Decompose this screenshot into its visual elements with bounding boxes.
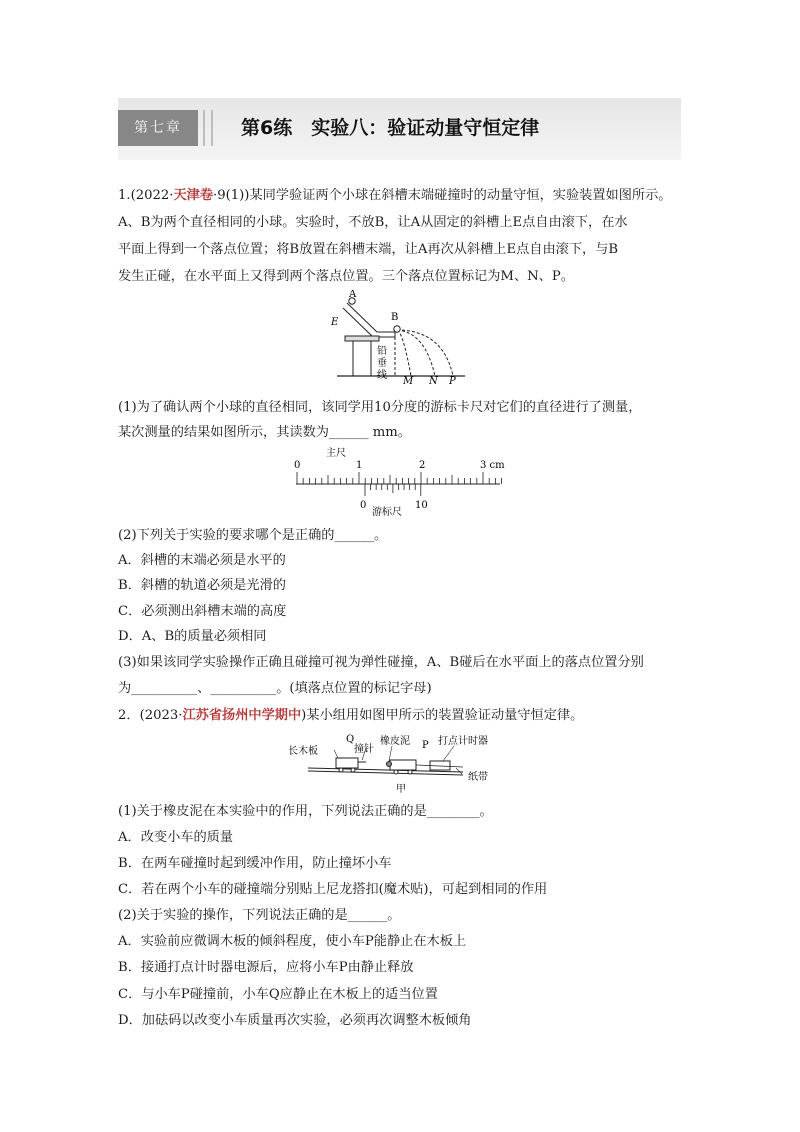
plumb-label-1: 铅	[377, 346, 387, 357]
putty	[387, 762, 392, 767]
q1-suffix: ·9(1))	[213, 188, 250, 203]
q2-s1-option-a: A．改变小车的质量	[118, 830, 234, 845]
page-title: 第6练 实验八：验证动量守恒定律	[241, 117, 540, 139]
caliper-figure	[290, 446, 510, 518]
chapter-header	[118, 98, 681, 160]
cart-q-wheel-1	[339, 768, 343, 772]
q1-line-4: 发生正碰，在水平面上又得到两个落点位置。三个落点位置标记为M、N、P。	[118, 269, 574, 284]
q1-prefix: 1.(2022·	[118, 188, 174, 203]
q1-stem-1: 某同学验证两个小球在斜槽末端碰撞时的动量守恒，实验装置如图所示。	[249, 188, 672, 203]
vernier-tick-10: 10	[415, 500, 428, 511]
leader-tape	[456, 768, 462, 774]
trajectory-p	[397, 330, 453, 376]
q1-s1-line-1: (1)为了确认两个小球的直径相同，该同学用10分度的游标卡尺对它们的直径进行了测量，	[118, 400, 642, 415]
figure-caption: 甲	[396, 784, 406, 795]
cart-p-body	[390, 760, 416, 770]
label-e: E	[331, 317, 339, 328]
leader-putty	[389, 746, 392, 761]
q1-line-1	[118, 186, 688, 206]
q2-s2-option-c: C．与小车P碰撞前，小车Q应静止在木板上的适当位置	[118, 987, 438, 1002]
main-tick-2: 2	[419, 460, 426, 471]
cart-q-wheel-2	[351, 768, 355, 772]
q2-s1: (1)关于橡皮泥在本实验中的作用，下列说法正确的是________。	[118, 804, 493, 819]
q1-s2-option-d: D．A、B的质量必须相同	[118, 629, 267, 644]
header-divider	[203, 110, 213, 146]
q2-s2-option-b: B．接通打点计时器电源后，应将小车P由静止释放	[118, 960, 414, 975]
vernier-tick-0: 0	[360, 500, 367, 511]
q2-stem: )某小组用如图甲所示的装置验证动量守恒定律。	[301, 708, 584, 723]
label-board: 长木板	[288, 746, 318, 757]
plumb-label-3: 线	[377, 370, 387, 381]
q1-s3-line-1: (3)如果该同学实验操作正确且碰撞可视为弹性碰撞，A、B碰后在水平面上的落点位置分别	[118, 655, 644, 670]
q1-line-3: 平面上得到一个落点位置；将B放置在斜槽末端，让A再次从斜槽上E点自由滚下，与B	[118, 242, 619, 257]
q2-line-1	[118, 706, 688, 726]
leader-timer	[443, 746, 454, 761]
table-top	[345, 336, 379, 341]
chapter-badge: 第七章	[118, 110, 198, 146]
q2-s1-option-c: C．若在两个小车的碰撞端分别贴上尼龙搭扣(魔术贴)，可起到相同的作用	[118, 882, 548, 897]
label-needle: 撞针	[354, 744, 374, 755]
cart-p-wheel-1	[394, 770, 398, 774]
main-scale-label: 主尺	[326, 448, 346, 459]
vernier-scale-label: 游标尺	[372, 507, 402, 518]
q2-s2: (2)关于实验的操作，下列说法正确的是______。	[118, 908, 401, 923]
label-timer: 打点计时器	[438, 736, 488, 747]
label-a: A	[349, 290, 357, 300]
cart-p-wheel-2	[408, 770, 412, 774]
q2-s1-option-b: B．在两车碰撞时起到缓冲作用，防止撞坏小车	[118, 856, 392, 871]
q1-line-2: A、B为两个直径相同的小球。实验时，不放B，让A从固定的斜槽上E点自由滚下，在水	[118, 215, 628, 230]
cart-figure	[288, 730, 518, 796]
q1-source[interactable]: 天津卷	[173, 188, 214, 203]
label-putty: 橡皮泥	[380, 736, 410, 747]
label-m: M	[403, 376, 414, 386]
label-tape: 纸带	[468, 772, 488, 783]
ball-b	[394, 326, 400, 332]
label-p: P	[449, 376, 456, 386]
chute-figure	[325, 290, 475, 386]
label-q: Q	[346, 734, 355, 745]
main-tick-1: 1	[356, 460, 363, 471]
q1-s3-line-2: 为__________、__________。(填落点位置的标记字母)	[118, 681, 432, 696]
label-b: B	[391, 312, 399, 323]
q1-s1-line-2: 某次测量的结果如图所示，其读数为______ mm。	[118, 425, 411, 440]
q2-source[interactable]: 江苏省扬州中学期中	[182, 708, 302, 723]
trajectory-n	[397, 330, 435, 376]
label-n: N	[429, 376, 438, 386]
q1-s2: (2)下列关于实验的要求哪个是正确的______。	[118, 528, 388, 543]
q2-s2-option-a: A．实验前应微调木板的倾斜程度，使小车P能静止在木板上	[118, 934, 467, 949]
cart-q-body	[336, 758, 358, 768]
chute-incline-lower	[343, 308, 373, 337]
main-tick-3: 3 cm	[480, 460, 505, 471]
q2-prefix: 2．(2023·	[118, 708, 183, 723]
q2-s2-option-d: D．加砝码以改变小车质量再次实验，必须再次调整木板倾角	[118, 1013, 472, 1028]
leader-board	[334, 750, 338, 758]
q1-s2-option-b: B．斜槽的轨道必须是光滑的	[118, 578, 286, 593]
plumb-label-2: 垂	[377, 358, 387, 369]
label-p: P	[422, 740, 429, 751]
main-tick-0: 0	[294, 460, 301, 471]
q1-s2-option-c: C．必须测出斜槽末端的高度	[118, 604, 287, 619]
chute-incline-upper	[347, 303, 377, 332]
q1-s2-option-a: A．斜槽的末端必须是水平的	[118, 553, 286, 568]
trajectory-m	[397, 330, 411, 376]
